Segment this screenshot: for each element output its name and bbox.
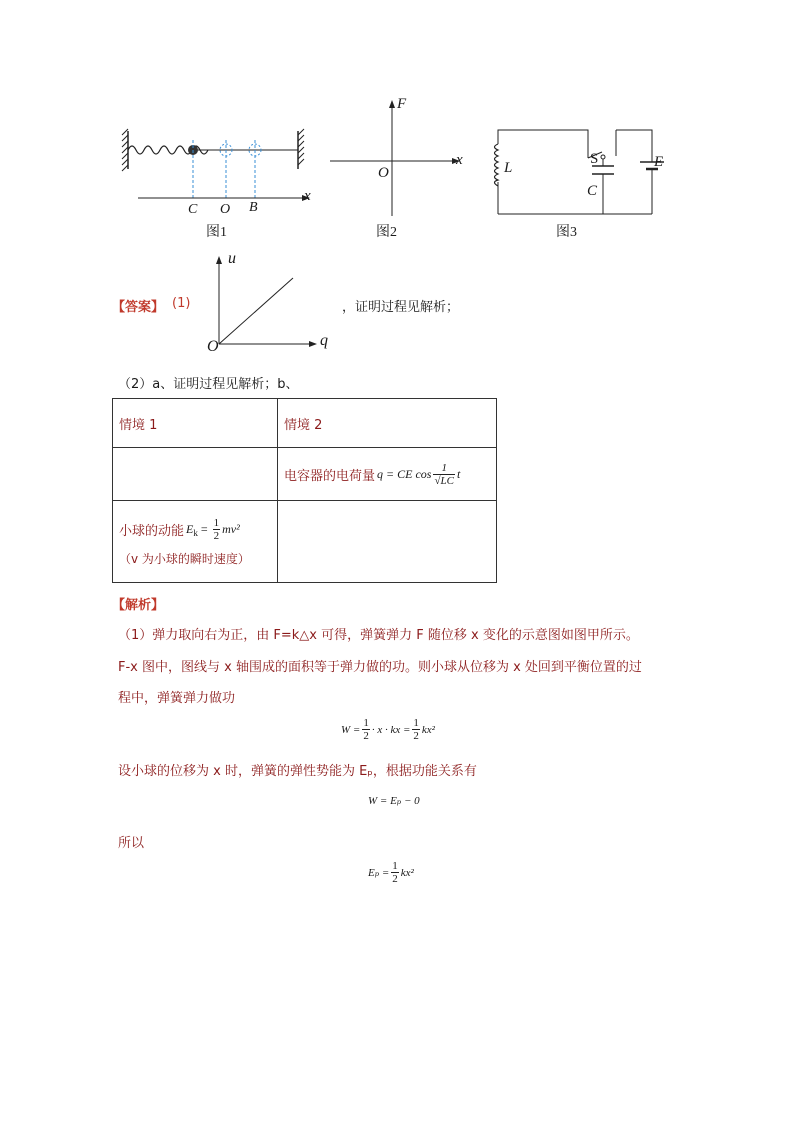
eq1-frac-a-den: 2 bbox=[363, 730, 369, 742]
fig3-label-E: E bbox=[654, 154, 664, 170]
equation-3 bbox=[368, 860, 414, 885]
fig2-label-O: O bbox=[378, 165, 389, 181]
fig1-caption: 图1 bbox=[206, 225, 227, 240]
eq1-frac-b bbox=[412, 717, 420, 742]
charge-formula-tail: t bbox=[456, 466, 461, 481]
scenario-table bbox=[112, 398, 497, 583]
eq3-lhs: Eₚ = bbox=[368, 867, 390, 879]
figure-3-circuit bbox=[488, 122, 668, 222]
charge-frac-num: 1 bbox=[441, 461, 447, 474]
answer-part1-tail: ，证明过程见解析； bbox=[342, 300, 460, 315]
kinetic-tail: mv² bbox=[222, 521, 240, 536]
eq1-frac-b-den: 2 bbox=[413, 730, 419, 742]
eq1-tail: kx² bbox=[421, 723, 435, 736]
kinetic-frac-num: 1 bbox=[213, 516, 220, 529]
eq1-mid: · x · kx = bbox=[371, 723, 411, 736]
eq3-tail: kx² bbox=[400, 866, 414, 879]
analysis-p4: 设小球的位移为 x 时，弹簧的弹性势能为 Eₚ，根据功能关系有 bbox=[118, 764, 477, 779]
eq3-frac-den: 2 bbox=[392, 873, 398, 885]
kinetic-E: E bbox=[186, 521, 194, 536]
eq1-frac-b-num: 1 bbox=[413, 717, 419, 729]
charge-frac-den: √LC bbox=[434, 474, 454, 487]
charge-formula-lhs: q = CE cos bbox=[377, 466, 432, 481]
eq3-frac bbox=[391, 860, 399, 885]
fig3-caption: 图3 bbox=[556, 225, 577, 240]
table-header-2: 情境 2 bbox=[278, 399, 497, 448]
table-cell-charge bbox=[278, 448, 497, 501]
uq-label-O: O bbox=[207, 338, 219, 355]
eq1-frac-a-num: 1 bbox=[363, 717, 369, 729]
fig1-label-B: B bbox=[249, 200, 258, 215]
u-q-graph bbox=[205, 252, 335, 352]
fig3-label-L: L bbox=[504, 160, 513, 176]
kinetic-sub: k bbox=[193, 528, 198, 538]
kinetic-note: （v 为小球的瞬时速度） bbox=[119, 551, 250, 566]
charge-fraction bbox=[433, 462, 455, 487]
fig1-label-O: O bbox=[220, 202, 231, 217]
kinetic-text: 小球的动能 bbox=[119, 523, 185, 539]
eq1-frac-a bbox=[362, 717, 370, 742]
analysis-p3: 程中，弹簧弹力做功 bbox=[118, 691, 236, 706]
fig2-label-x: x bbox=[456, 152, 463, 168]
fig2-label-F: F bbox=[397, 96, 407, 112]
analysis-tag: 【解析】 bbox=[112, 598, 165, 613]
charge-text: 电容器的电荷量 bbox=[284, 468, 376, 484]
answer-part1-label: (1) bbox=[172, 296, 191, 311]
table-header-1: 情境 1 bbox=[113, 399, 278, 448]
table-cell-empty-2 bbox=[278, 501, 497, 583]
analysis-p5: 所以 bbox=[118, 836, 145, 851]
figure-2-axes bbox=[328, 98, 468, 218]
uq-label-u: u bbox=[228, 250, 236, 267]
equation-1 bbox=[341, 717, 435, 742]
analysis-p1: （1）弹力取向右为正，由 F=k△x 可得，弹簧弹力 F 随位移 x 变化的示意图如图甲所示。 bbox=[118, 628, 639, 643]
eq3-frac-num: 1 bbox=[392, 860, 398, 872]
answer-part2: （2）a、证明过程见解析；b、 bbox=[118, 377, 299, 392]
kinetic-frac-den: 2 bbox=[213, 529, 220, 542]
equation-2: W = Eₚ − 0 bbox=[368, 795, 420, 807]
fig1-label-C: C bbox=[188, 202, 198, 217]
table-cell-empty-1 bbox=[113, 448, 278, 501]
fig2-caption: 图2 bbox=[376, 225, 397, 240]
analysis-p2: F-x 图中，图线与 x 轴围成的面积等于弹力做的功。则小球从位移为 x 处回到平衡位置的过 bbox=[118, 660, 642, 675]
answer-tag: 【答案】 bbox=[112, 300, 165, 315]
fig1-label-x: x bbox=[304, 188, 311, 204]
fig3-label-C: C bbox=[587, 183, 598, 199]
table-cell-kinetic bbox=[113, 501, 278, 583]
fig3-label-S: S bbox=[590, 151, 599, 167]
kinetic-fraction bbox=[213, 517, 221, 542]
uq-label-q: q bbox=[320, 332, 328, 349]
kinetic-eq: = bbox=[200, 521, 208, 536]
eq1-lhs: W = bbox=[341, 723, 361, 736]
